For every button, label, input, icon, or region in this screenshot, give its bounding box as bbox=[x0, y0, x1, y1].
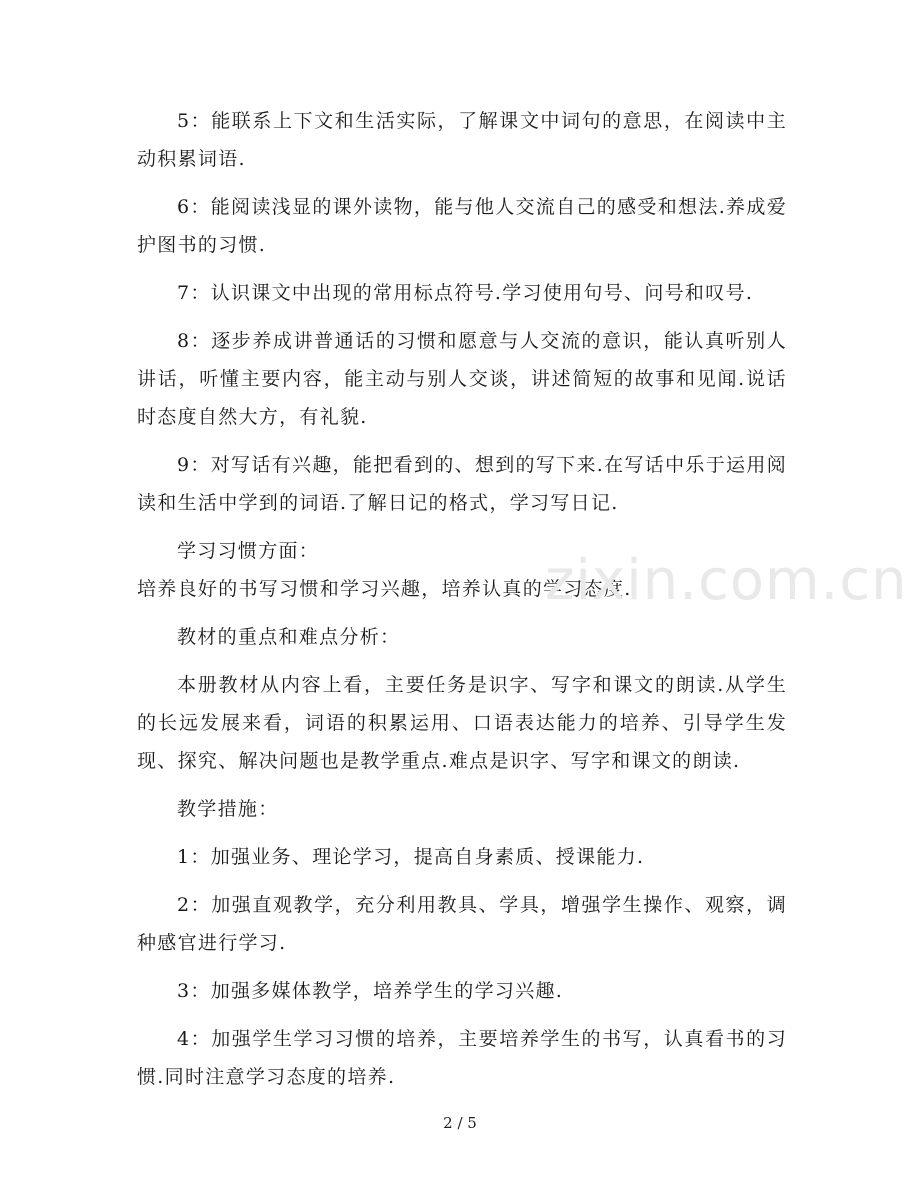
paragraph-objective-5: 5：能联系上下文和生活实际，了解课文中词句的意思，在阅读中主动积累词语. bbox=[137, 110, 787, 170]
paragraph-measure-4: 4：加强学生学习习惯的培养，主要培养学生的书写，认真看书的习惯.同时注意学习态度的培养. bbox=[137, 1028, 787, 1088]
paragraph-key-points: 本册教材从内容上看，主要任务是识字、写字和课文的朗读.从学生的长远发展来看，词语的积累运用、口语表达能力的培养、引导学生发现、探究、解决问题也是教学重点.难点是识字、写字和课文的朗读. bbox=[137, 674, 787, 772]
heading-study-habits: 学习习惯方面： bbox=[177, 540, 320, 562]
paragraph-measure-2: 2：加强直观教学，充分利用教具、学具，增强学生操作、观察，调种感官进行学习. bbox=[137, 894, 787, 954]
page-number: 2 / 5 bbox=[443, 1114, 477, 1132]
paragraph-measure-1: 1：加强业务、理论学习，提高自身素质、授课能力. bbox=[177, 846, 645, 868]
paragraph-objective-6: 6：能阅读浅显的课外读物，能与他人交流自己的感受和想法.养成爱护图书的习惯. bbox=[137, 196, 787, 256]
heading-key-points: 教材的重点和难点分析： bbox=[177, 626, 401, 648]
paragraph-objective-9: 9：对写话有兴趣，能把看到的、想到的写下来.在写话中乐于运用阅读和生活中学到的词语.了解日记的格式，学习写日记. bbox=[137, 454, 787, 514]
paragraph-objective-7: 7：认识课文中出现的常用标点符号.学习使用句号、问号和叹号. bbox=[177, 282, 754, 304]
heading-teaching-measures: 教学措施： bbox=[177, 798, 279, 820]
paragraph-measure-3: 3：加强多媒体教学，培养学生的学习兴趣. bbox=[177, 980, 564, 1002]
watermark: zixin.com.cn bbox=[545, 548, 908, 613]
paragraph-study-habits: 培养良好的书写习惯和学习兴趣，培养认真的学习态度. bbox=[137, 578, 632, 600]
paragraph-objective-8: 8：逐步养成讲普通话的习惯和愿意与人交流的意识，能认真听别人讲话，听懂主要内容，能主动与别人交谈，讲述简短的故事和见闻.说话时态度自然大方，有礼貌. bbox=[137, 330, 787, 428]
